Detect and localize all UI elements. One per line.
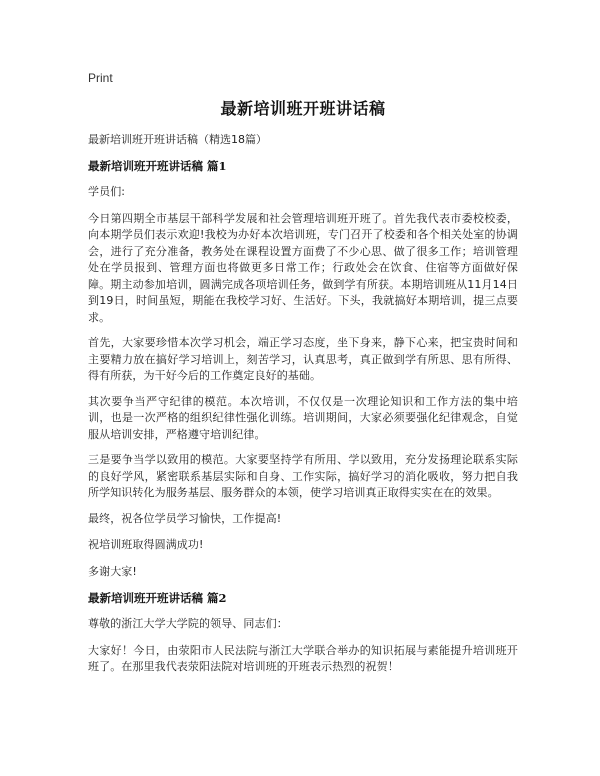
paragraph: 首先，大家要珍惜本次学习机会，端正学习态度，坐下身来，静下心来，把宝贵时间和主要精力放在搞好学习培训上，刻苦学习，认真思考，真正做到学有所思、思有所得、得有所获，为干好今后的工作奠定良好的基础。 xyxy=(88,336,518,382)
paragraph: 多谢大家! xyxy=(88,564,137,578)
document-page xyxy=(88,70,518,685)
print-link[interactable]: Print xyxy=(88,71,113,85)
paragraph: 其次要争当严守纪律的模范。本次培训，不仅仅是一次理论知识和工作方法的集中培训，也是一次严格的组织纪律性强化训练。培训期间，大家必须要强化纪律观念，自觉服从培训安排，严格遵守培训纪律。 xyxy=(88,394,518,441)
section-heading: 最新培训班开班讲话稿 篇2 xyxy=(88,591,227,605)
salutation: 学员们: xyxy=(88,185,126,198)
section-2 xyxy=(88,590,518,676)
document-title: 最新培训班开班讲话稿 xyxy=(220,99,386,118)
paragraph: 最终，祝各位学员学习愉快，工作提高! xyxy=(88,511,282,525)
document-subtitle: 最新培训班开班讲话稿（精选18篇） xyxy=(88,133,267,146)
paragraph: 三是要争当学以致用的模范。大家要坚持学有所用、学以致用，充分发扬理论联系实际的良好学风，紧密联系基层实际和自身、工作实际，搞好学习的消化吸收，努力把自我所学知识转化为服务基层、服务群众的本领，使学习培训真正取得实实在在的效果。 xyxy=(88,453,518,499)
salutation: 尊敬的浙江大学大学院的领导、同志们： xyxy=(88,617,288,630)
paragraph: 大家好！今日，由荥阳市人民法院与浙江大学联合举办的知识拓展与素能提升培训班开班了。在那里我代表荥阳法院对培训班的开班表示热烈的祝贺！ xyxy=(88,643,518,673)
section-heading: 最新培训班开班讲话稿 篇1 xyxy=(88,159,227,173)
paragraph: 祝培训班取得圆满成功! xyxy=(88,538,204,551)
section-1 xyxy=(88,158,518,580)
paragraph: 今日第四期全市基层干部科学发展和社会管理培训班开班了。首先我代表市委校校委，向本期学员们表示欢迎!我校为办好本次培训班，专门召开了校委和各个相关处室的协调会，进行了充分准备，教务处在课程设置方面费了不少心思、做了很多工作；培训管理处在学员报到、管理方面也将做更多日常工作；行政处会在饮食、住宿等方面做好保障。期主动参加培训，圆满完成各项培训任务，做到学有所获。本期培训班从11月14日到19日，时间虽短，期能在我校学习好、生活好。下头，我就搞好本期培训，提三点要求。 xyxy=(88,211,518,324)
